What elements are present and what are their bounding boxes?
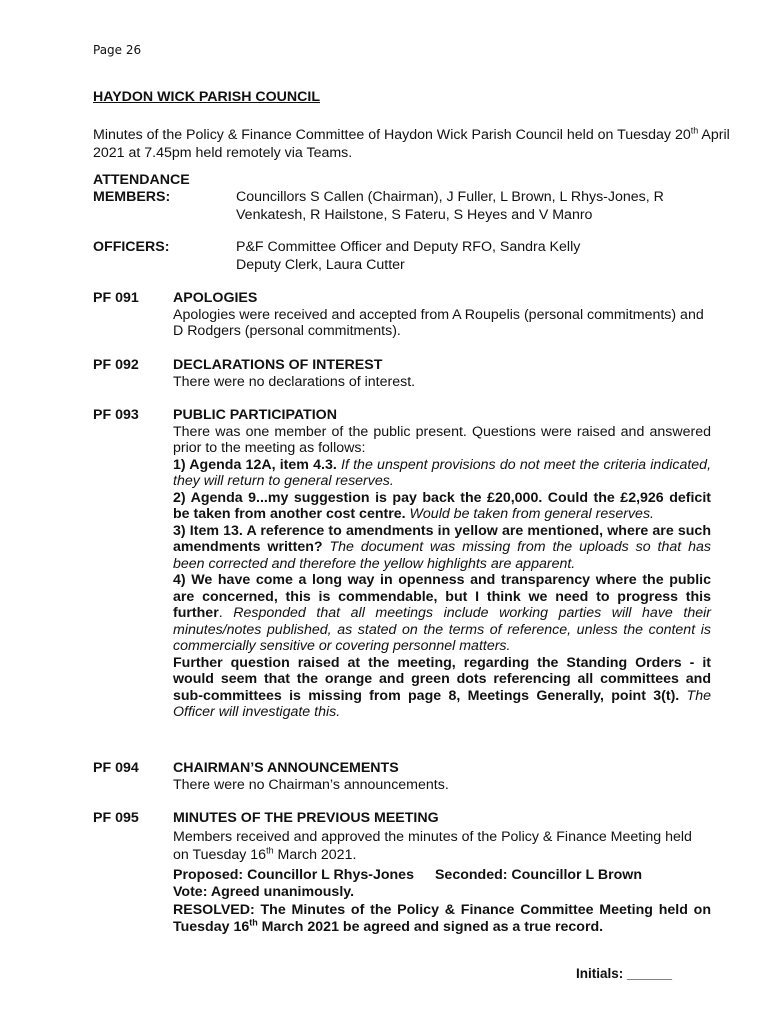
section-text: There was one member of the public present. Questions were raised and answered prior to the meeting as follows: [173,423,711,456]
section-previous-minutes [173,810,711,937]
section-heading: DECLARATIONS OF INTEREST [173,357,383,373]
question-5: Further question raised at the meeting, regarding the Standing Orders - it would seem that the orange and green dots referencing all committees and sub-committees is missing from page 8, Meetings Generally, point 3(t). The Officer will investigate this. [173,654,712,720]
section-heading: APOLOGIES [173,290,258,306]
section-public-participation [173,407,711,721]
question-4: 4) We have come a long way in openness and transparency where the public are concerned, this is commendable, but I think we need to progress this further. Responded that all meetings include working parties will have their minutes/notes published, as stated on the terms of reference, unless the content is commercially sensitive or covering personnel matters. [173,572,711,654]
members-label: MEMBERS: [93,189,171,205]
resolution: RESOLVED: The Minutes of the Policy & Finance Committee Meeting held on Tuesday 16th March 2021 be agreed and signed as a true record. [173,901,711,935]
page-number: Page 26 [93,43,142,57]
item-code: PF 091 [93,290,139,306]
section-heading: PUBLIC PARTICIPATION [173,407,337,423]
officer-line: P&F Committee Officer and Deputy RFO, Sandra Kelly [236,239,581,255]
item-code: PF 094 [93,760,139,776]
minutes-intro: Minutes of the Policy & Finance Committee of Haydon Wick Parish Council held on Tuesday 20th April 2021 at 7.45pm held remotely via Teams. [93,125,730,161]
vote-result: Vote: Agreed unanimously. [173,884,355,900]
officer-line: Deputy Clerk, Laura Cutter [236,256,405,273]
section-declarations [173,357,711,390]
section-chairman-announcements [173,760,711,793]
officers-label: OFFICERS: [93,239,170,255]
question-1: 1) Agenda 12A, item 4.3. If the unspent provisions do not meet the criteria indicated, they will return to general reserves. [173,456,712,489]
proposed-seconded: Proposed: Councillor L Rhys-Jones Seconded: Councillor L Brown [173,866,643,883]
attendance-heading: ATTENDANCE [93,172,190,188]
initials-field: Initials: ______ [576,966,673,981]
members-list: Councillors S Callen (Chairman), J Fuller, L Brown, L Rhys-Jones, R Venkatesh, R Hailstone, S Fateru, S Heyes and V Manro [236,189,664,223]
item-code: PF 095 [93,810,139,826]
item-code: PF 093 [93,407,139,423]
section-text: There were no declarations of interest. [173,373,416,390]
section-heading: MINUTES OF THE PREVIOUS MEETING [173,810,439,826]
question-3: 3) Item 13. A reference to amendments in yellow are mentioned, where are such amendments written? The document was missing from the uploads so that has been corrected and therefore the yellow highlights are apparent. [173,522,711,572]
section-apologies [173,290,711,340]
section-text: Members received and approved the minutes of the Policy & Finance Meeting held on Tuesday 16th March 2021. [173,828,692,863]
question-2: 2) Agenda 9...my suggestion is pay back the £20,000. Could the £2,926 deficit be taken from another cost centre. Would be taken from general reserves. [173,489,711,522]
council-title: HAYDON WICK PARISH COUNCIL [93,89,321,105]
section-text: There were no Chairman’s announcements. [173,776,449,793]
section-heading: CHAIRMAN’S ANNOUNCEMENTS [173,760,399,776]
officers-list [236,239,716,274]
section-text: Apologies were received and accepted from A Roupelis (personal commitments) and D Rodgers (personal commitments). [173,306,704,339]
item-code: PF 092 [93,357,139,373]
